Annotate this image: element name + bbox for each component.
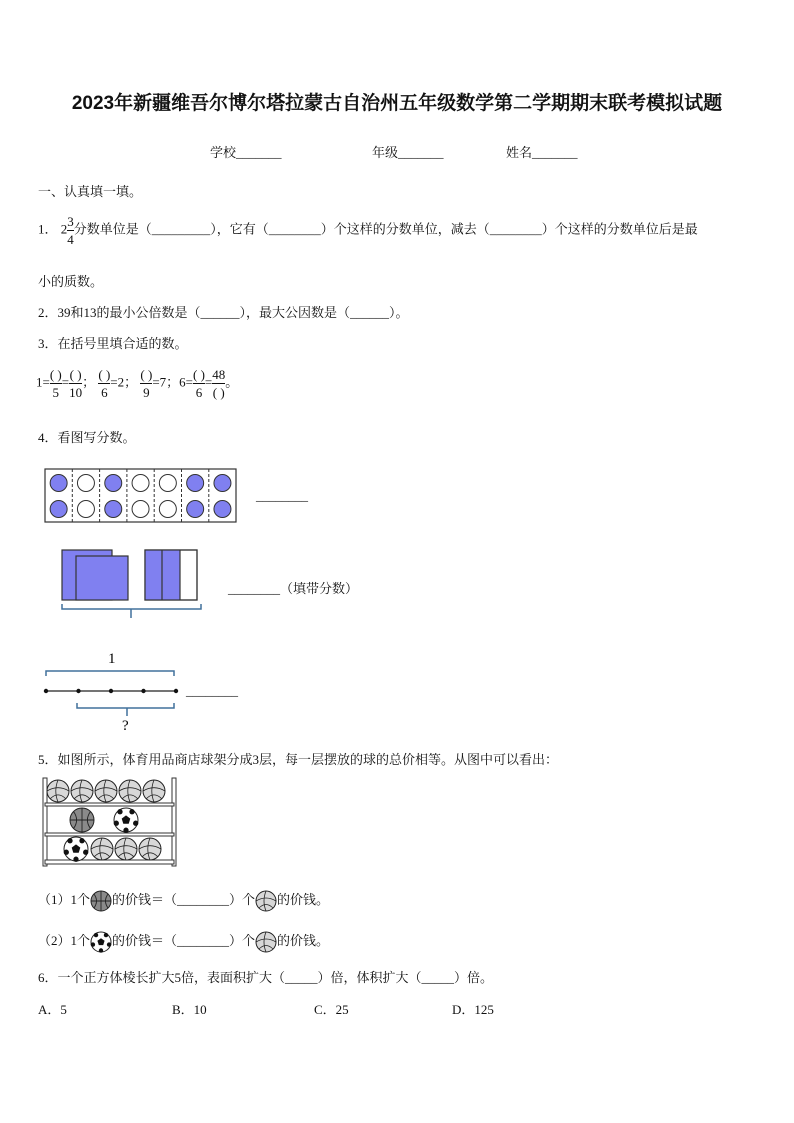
- circles-figure: [44, 468, 238, 524]
- mixed-fraction: $\frac{3}{4}$: [67, 214, 74, 247]
- fraction-blank[interactable]: $\frac{( )}{10}$: [69, 367, 83, 400]
- bottom-bracket: [77, 703, 174, 708]
- option-b[interactable]: B．10: [172, 1002, 207, 1017]
- question-5: 5．如图所示，体育用品商店球架分成3层，每一层摆放的球的总价相等。从图中可以看出：: [38, 752, 559, 767]
- ball-rack: [40, 776, 180, 868]
- volley-ball: [119, 780, 141, 802]
- question-1: 1． 2 $\frac{3}{4}$ 分数单位是（_________），它有（________）个这样的分数单位，减去（________）个这样的分数单位后是最: [38, 214, 698, 247]
- question-5-part-2: （2）1个 的价钱＝（________）个 的价钱。: [38, 930, 329, 953]
- fraction-blank[interactable]: $\frac{( )}{9}$: [140, 367, 153, 400]
- basket-ball: [91, 891, 111, 911]
- volleyball-icon: [255, 933, 277, 948]
- circle-unit: [187, 501, 204, 518]
- school-field[interactable]: 学校_______: [210, 145, 282, 160]
- question-1-cont: 小的质数。: [38, 274, 104, 289]
- circle-unit: [159, 501, 176, 518]
- volley-ball: [47, 780, 69, 802]
- group-bracket: [62, 604, 201, 609]
- name-field[interactable]: 姓名_______: [506, 145, 578, 160]
- circles-grid: [50, 469, 231, 522]
- question-3-equations: 1= $\frac{( )}{5}$ = $\frac{( )}{10}$ ； $\frac{( )}{6}$ =2； $\frac{( )}{9}$ =7；6= $\frac{( )}{6}$ = $\frac{48}{( )}$ 。: [36, 367, 239, 400]
- circle-unit: [214, 501, 231, 518]
- question-5-part-1: （1）1个 的价钱＝（________）个 的价钱。: [38, 889, 329, 912]
- circle-unit: [214, 475, 231, 492]
- volley-ball: [143, 780, 165, 802]
- tick-point: [109, 689, 113, 693]
- circle-unit: [50, 475, 67, 492]
- volley-ball: [139, 838, 161, 860]
- question-2: 2．39和13的最小公倍数是（______），最大公因数是（______）。: [38, 305, 409, 320]
- fraction-blank[interactable]: $\frac{( )}{6}$: [98, 367, 111, 400]
- circle-unit: [77, 475, 94, 492]
- volley-ball: [256, 932, 276, 952]
- question-3: 3．在括号里填合适的数。: [38, 336, 188, 351]
- answer-blank-squares[interactable]: ________（填带分数）: [228, 581, 359, 596]
- circle-unit: [132, 501, 149, 518]
- circle-unit: [77, 501, 94, 518]
- volley-ball: [91, 838, 113, 860]
- option-d[interactable]: D．125: [452, 1002, 494, 1017]
- volley-ball: [256, 891, 276, 911]
- circle-unit: [50, 501, 67, 518]
- circle-unit: [159, 475, 176, 492]
- question-4: 4．看图写分数。: [38, 430, 136, 445]
- circle-unit: [132, 475, 149, 492]
- fraction-blank[interactable]: $\frac{( )}{5}$: [49, 367, 62, 400]
- tick-point: [76, 689, 80, 693]
- volley-ball: [95, 780, 117, 802]
- question-6: 6．一个正方体棱长扩大5倍，表面积扩大（_____）倍，体积扩大（_____）倍。: [38, 970, 494, 985]
- option-a[interactable]: A．5: [38, 1002, 67, 1017]
- soccer-ball: [114, 808, 139, 833]
- one-label: 1: [108, 651, 116, 667]
- volley-ball: [115, 838, 137, 860]
- squares-figure: [58, 548, 204, 622]
- basketball-icon: [90, 892, 112, 907]
- volley-ball: [71, 780, 93, 802]
- answer-blank-circles[interactable]: ________: [256, 488, 308, 503]
- soccer-ball: [64, 837, 89, 862]
- circle-unit: [187, 475, 204, 492]
- answer-blank-numberline[interactable]: ________: [186, 683, 238, 698]
- numberline-figure: [40, 646, 190, 734]
- basket-ball: [70, 808, 94, 832]
- tick-point: [141, 689, 145, 693]
- top-bracket: [46, 671, 174, 676]
- question-label: ?: [122, 718, 129, 734]
- fill-hint: （填带分数）: [280, 581, 359, 596]
- full-square-front: [76, 556, 128, 600]
- volleyball-icon: [255, 892, 277, 907]
- soccer-ball: [91, 932, 112, 953]
- circle-unit: [105, 475, 122, 492]
- fraction-blank[interactable]: $\frac{48}{( )}$: [212, 367, 226, 400]
- grade-field[interactable]: 年级_______: [372, 145, 444, 160]
- soccer-ball-icon: [90, 933, 112, 948]
- option-c[interactable]: C．25: [314, 1002, 349, 1017]
- section-heading: 一、认真填一填。: [38, 184, 143, 199]
- balls: [47, 780, 165, 862]
- tick-point: [174, 689, 178, 693]
- tick-point: [44, 689, 48, 693]
- circle-unit: [105, 501, 122, 518]
- page-title: 2023年新疆维吾尔博尔塔拉蒙古自治州五年级数学第二学期期末联考模拟试题: [71, 93, 723, 114]
- fraction-blank[interactable]: $\frac{( )}{6}$: [193, 367, 205, 400]
